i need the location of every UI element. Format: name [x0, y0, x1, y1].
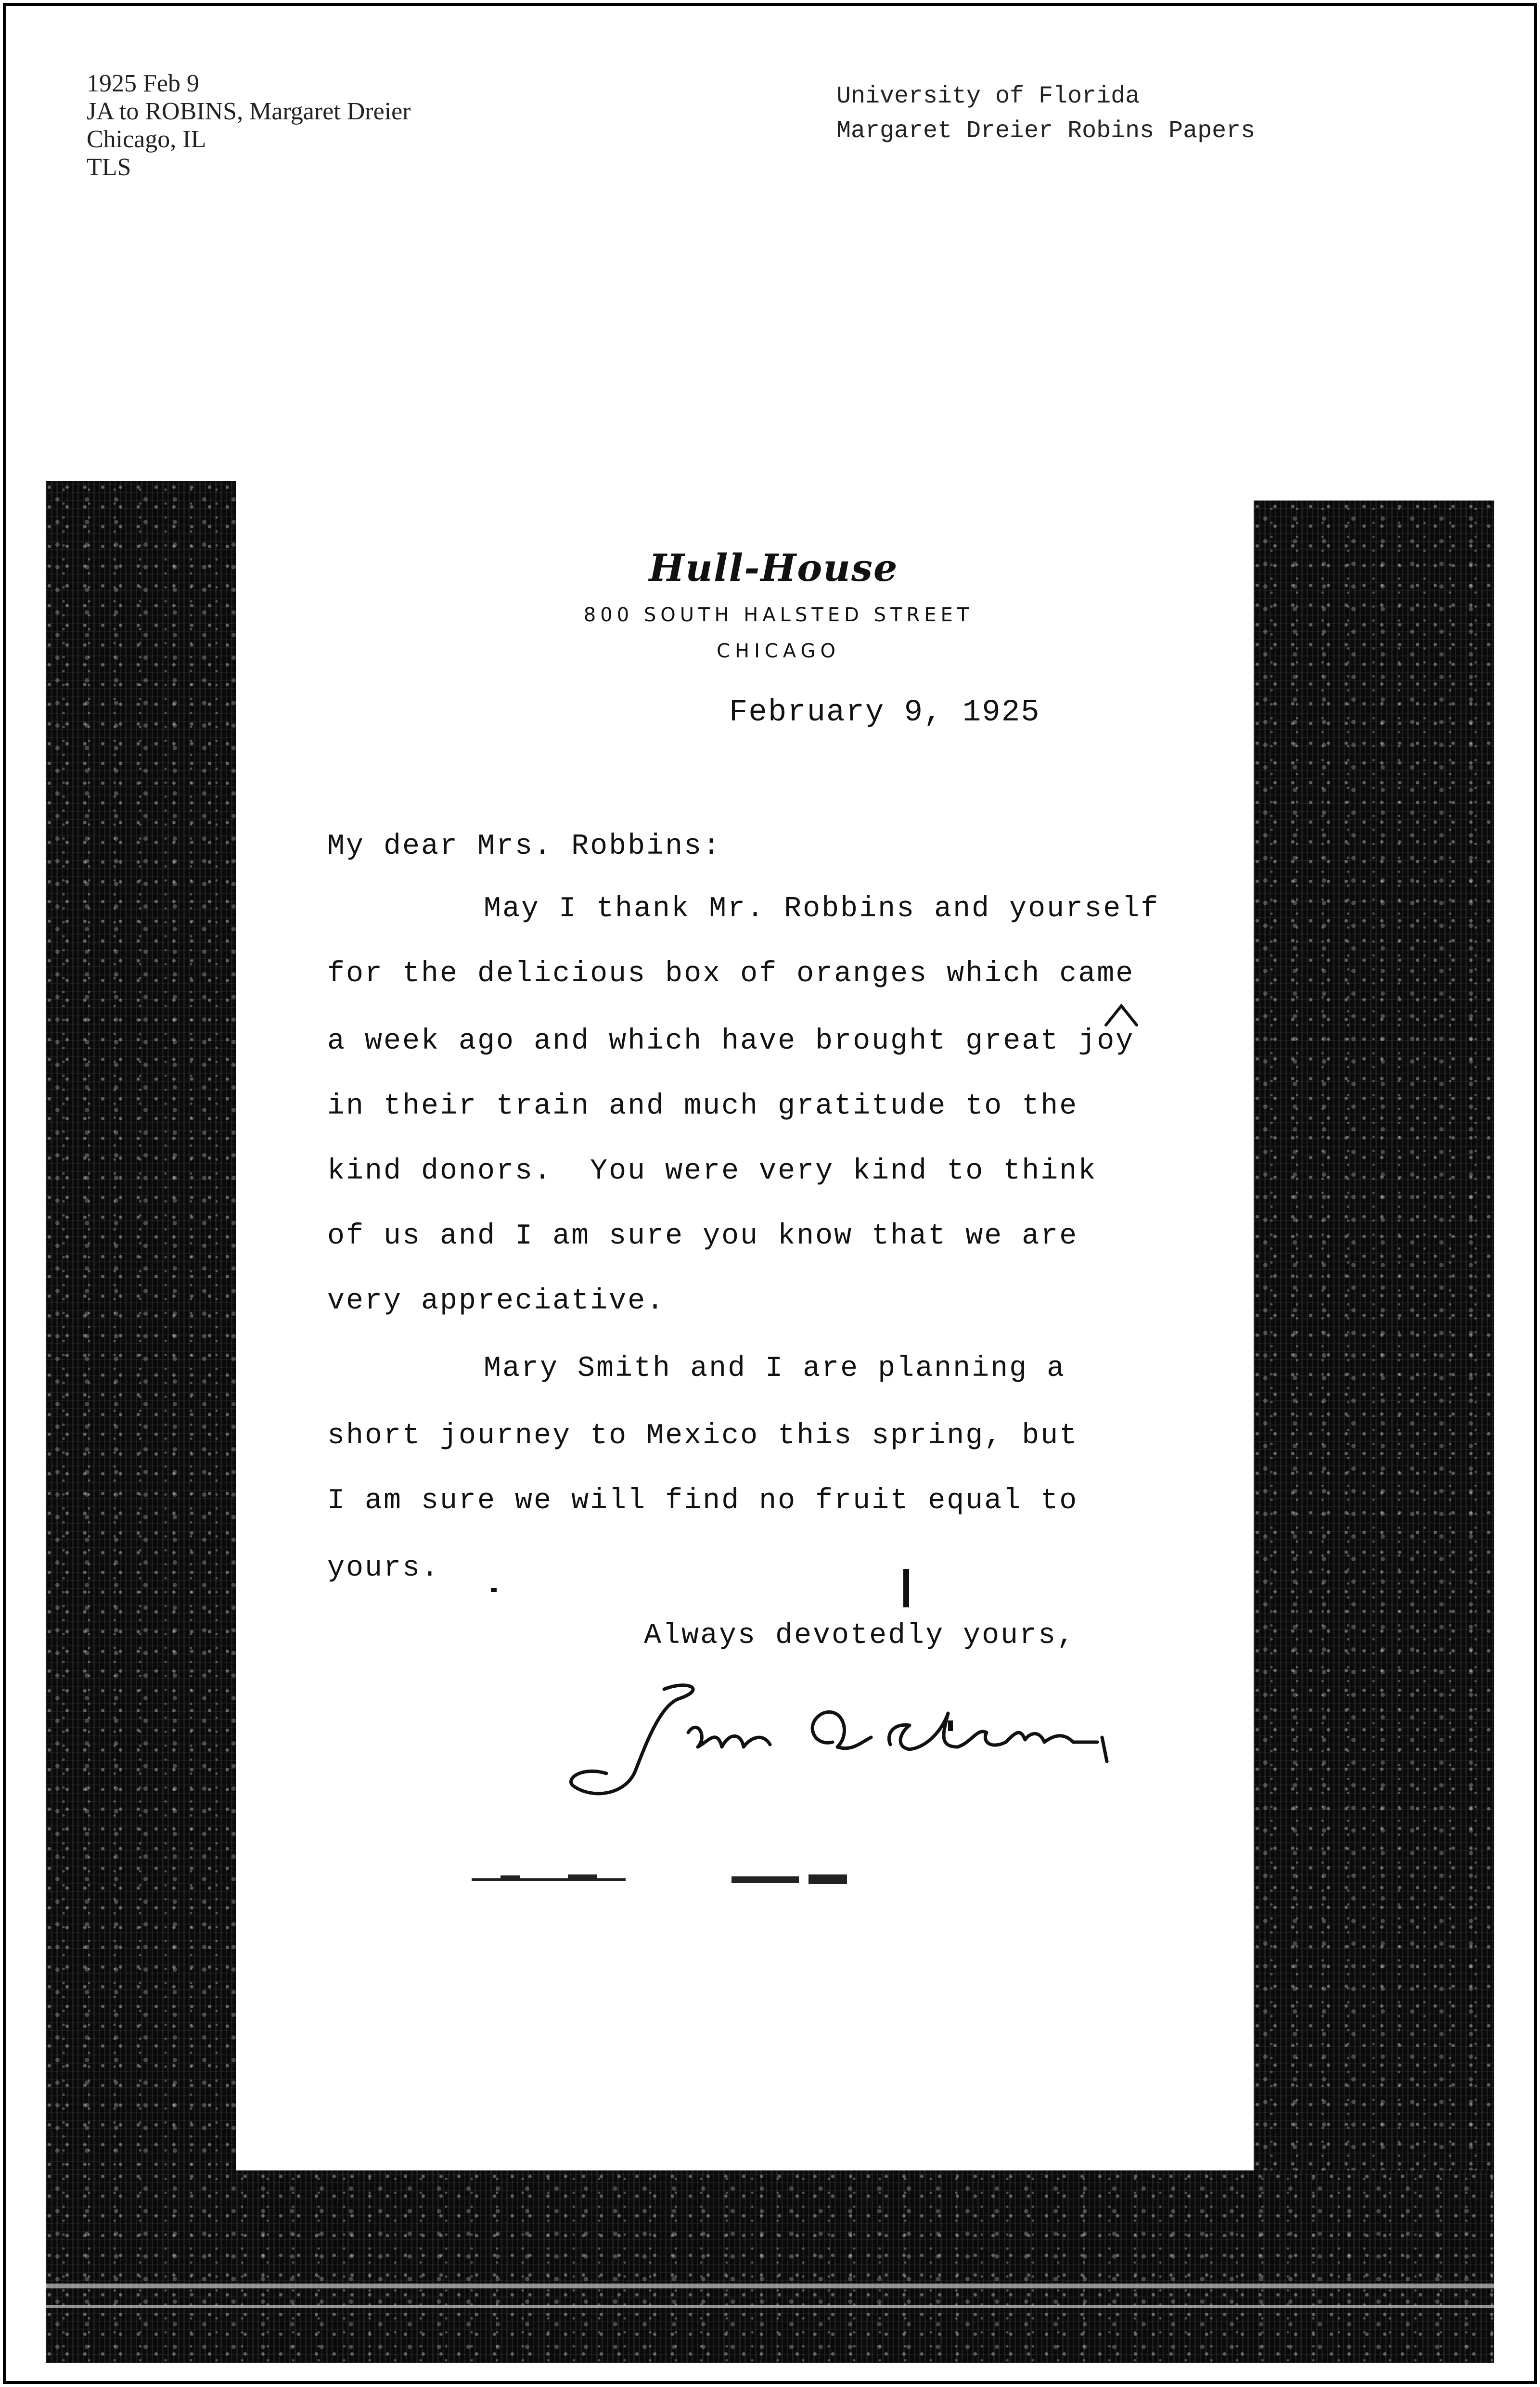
paragraph-line: in their train and much gratitude to the	[327, 1090, 1078, 1123]
archive-date: 1925 Feb 9	[87, 70, 199, 97]
scan-streak	[46, 2284, 1494, 2288]
scan-streak	[46, 2305, 1494, 2308]
paragraph-line: for the delicious box of oranges which came	[327, 958, 1135, 990]
scan-border-left	[46, 481, 236, 2276]
ink-mark	[903, 1569, 909, 1607]
scan-border-bottom	[46, 2170, 1494, 2363]
paragraph-line: May I thank Mr. Robbins and yourself	[484, 893, 1160, 925]
ink-mark	[948, 1720, 953, 1731]
paragraph-line: of us and I am sure you know that we are	[327, 1220, 1078, 1253]
archive-correspondents: JA to ROBINS, Margaret Dreier	[87, 98, 411, 125]
ink-mark	[491, 1588, 497, 1592]
letter-closing: Always devotedly yours,	[644, 1619, 1076, 1652]
archive-institution: University of Florida	[836, 83, 1140, 110]
letterhead-city: CHICAGO	[717, 640, 840, 662]
scan-smudge	[472, 1870, 953, 1889]
letter-salutation: My dear Mrs. Robbins:	[327, 830, 722, 863]
letter-paper	[236, 481, 1254, 2170]
paragraph-line: short journey to Mexico this spring, but	[327, 1420, 1078, 1452]
paragraph-line: I am sure we will find no fruit equal to	[327, 1485, 1078, 1517]
letter-date: February 9, 1925	[729, 695, 1040, 730]
letterhead-name: Hull-House	[649, 546, 898, 590]
archive-doc-type: TLS	[87, 154, 131, 181]
scan-border-right	[1254, 500, 1494, 2276]
archive-metadata-left	[87, 70, 411, 181]
paragraph-line: Mary Smith and I are planning a	[484, 1352, 1066, 1385]
paragraph-line: yours.	[327, 1552, 440, 1585]
archive-collection: Margaret Dreier Robins Papers	[836, 117, 1256, 145]
archive-metadata-right	[836, 79, 1255, 149]
paragraph-line: kind donors. You were very kind to think	[327, 1155, 1097, 1188]
letterhead-street: 800 SOUTH HALSTED STREET	[583, 604, 974, 626]
archive-place: Chicago, IL	[87, 126, 206, 153]
handwritten-signature	[563, 1670, 1160, 1814]
paragraph-line: a week ago and which have brought great joy	[327, 1025, 1135, 1058]
caret-insertion-mark	[1102, 1001, 1141, 1030]
paragraph-line: very appreciative.	[327, 1285, 666, 1318]
